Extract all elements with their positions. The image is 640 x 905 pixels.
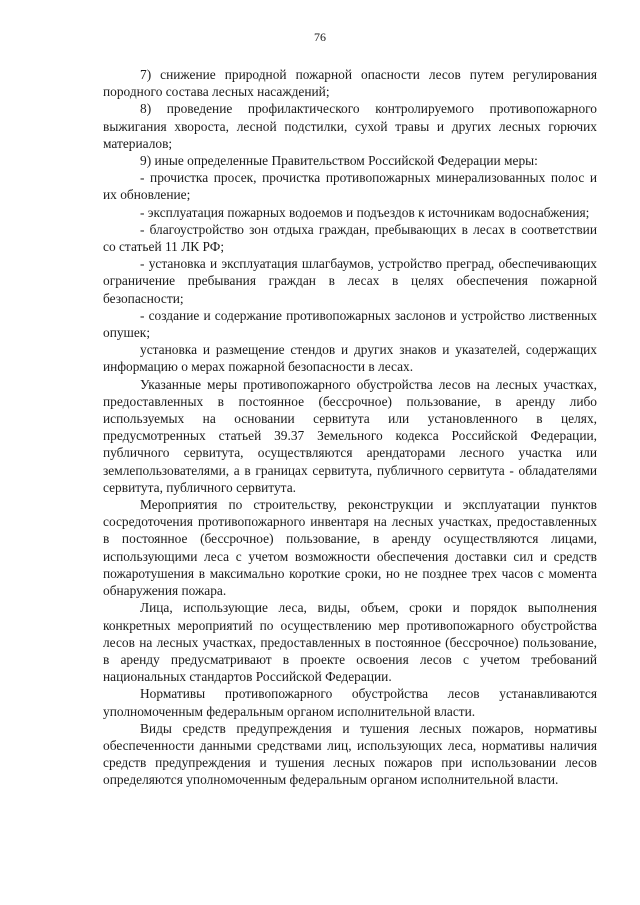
list-item-water-bodies: - эксплуатация пожарных водоемов и подъездов к источникам водоснабжения; — [140, 204, 590, 220]
paragraph-measure-7: 7) снижение природной пожарной опасности лесов путем регулирования породного состава лесных насаждений; — [103, 67, 597, 100]
paragraph-measures-responsibility: Указанные меры противопожарного обустройства лесов на лесных участках, предоставленных в постоянное (бессрочное) пользование, в аренду либо используемых на основании сервитута или установленного в целях, предусмотренных статьей 39.37 Земельного кодекса Российской Федерации, публичного сервитута, осуществляются арендаторами лесного участка или землепользователями, а в границах сервитута, публичного сервитута - обладателями сервитута, публичного сервитута. — [103, 376, 597, 495]
paragraph-norms: Нормативы противопожарного обустройства лесов устанавливаются уполномоченным федеральным органом исполнительной власти. — [103, 686, 597, 719]
paragraph-forest-users-plan: Лица, использующие леса, виды, объем, сроки и порядок выполнения конкретных мероприятий по осуществлению мер противопожарного обустройства лесов на лесных участках, предоставленных в постоянное (бессрочное) пользование, в аренду предусматривают в проекте освоения лесов с учетом требований национальных стандартов Российской Федерации. — [103, 600, 597, 685]
paragraph-inventory-points: Мероприятия по строительству, реконструкции и эксплуатации пунктов сосредоточения противопожарного инвентаря на лесных участках, предоставленных в постоянное (бессрочное) пользование, в аренду осуществляются лицами, использующими леса с учетом возможности обеспечения доставки сил и средств пожаротушения в максимально короткие сроки, но не позднее трех часов с момента обнаружения пожара. — [103, 497, 597, 599]
page-number: 76 — [314, 30, 326, 44]
paragraph-measure-8: 8) проведение профилактического контролируемого противопожарного выжигания хвороста, лесной подстилки, сухой травы и других лесных горючих материалов; — [103, 101, 597, 151]
list-item-recreation-zones: - благоустройство зон отдыха граждан, пребывающих в лесах в соответствии со статьей 11 ЛК РФ; — [103, 221, 597, 255]
list-item-signs: установка и размещение стендов и других знаков и указателей, содержащих информацию о мерах пожарной безопасности в лесах. — [103, 342, 597, 375]
paragraph-measure-9: 9) иные определенные Правительством Российской Федерации меры: — [140, 153, 538, 169]
document-body — [103, 66, 597, 789]
list-item-clearing: - прочистка просек, прочистка противопожарных минерализованных полос и их обновление; — [103, 170, 597, 203]
list-item-fire-breaks: - создание и содержание противопожарных заслонов и устройство лиственных опушек; — [103, 307, 597, 341]
list-item-barriers: - установка и эксплуатация шлагбаумов, устройство преград, обеспечивающих ограничение пребывания граждан в лесах в целях обеспечения пожарной безопасности; — [103, 256, 597, 306]
paragraph-means-types: Виды средств предупреждения и тушения лесных пожаров, нормативы обеспеченности данными средствами лиц, использующих леса, нормативы наличия средств предупреждения и тушения лесных пожаров при использовании лесов определяются уполномоченным федеральным органом исполнительной власти. — [103, 720, 597, 788]
